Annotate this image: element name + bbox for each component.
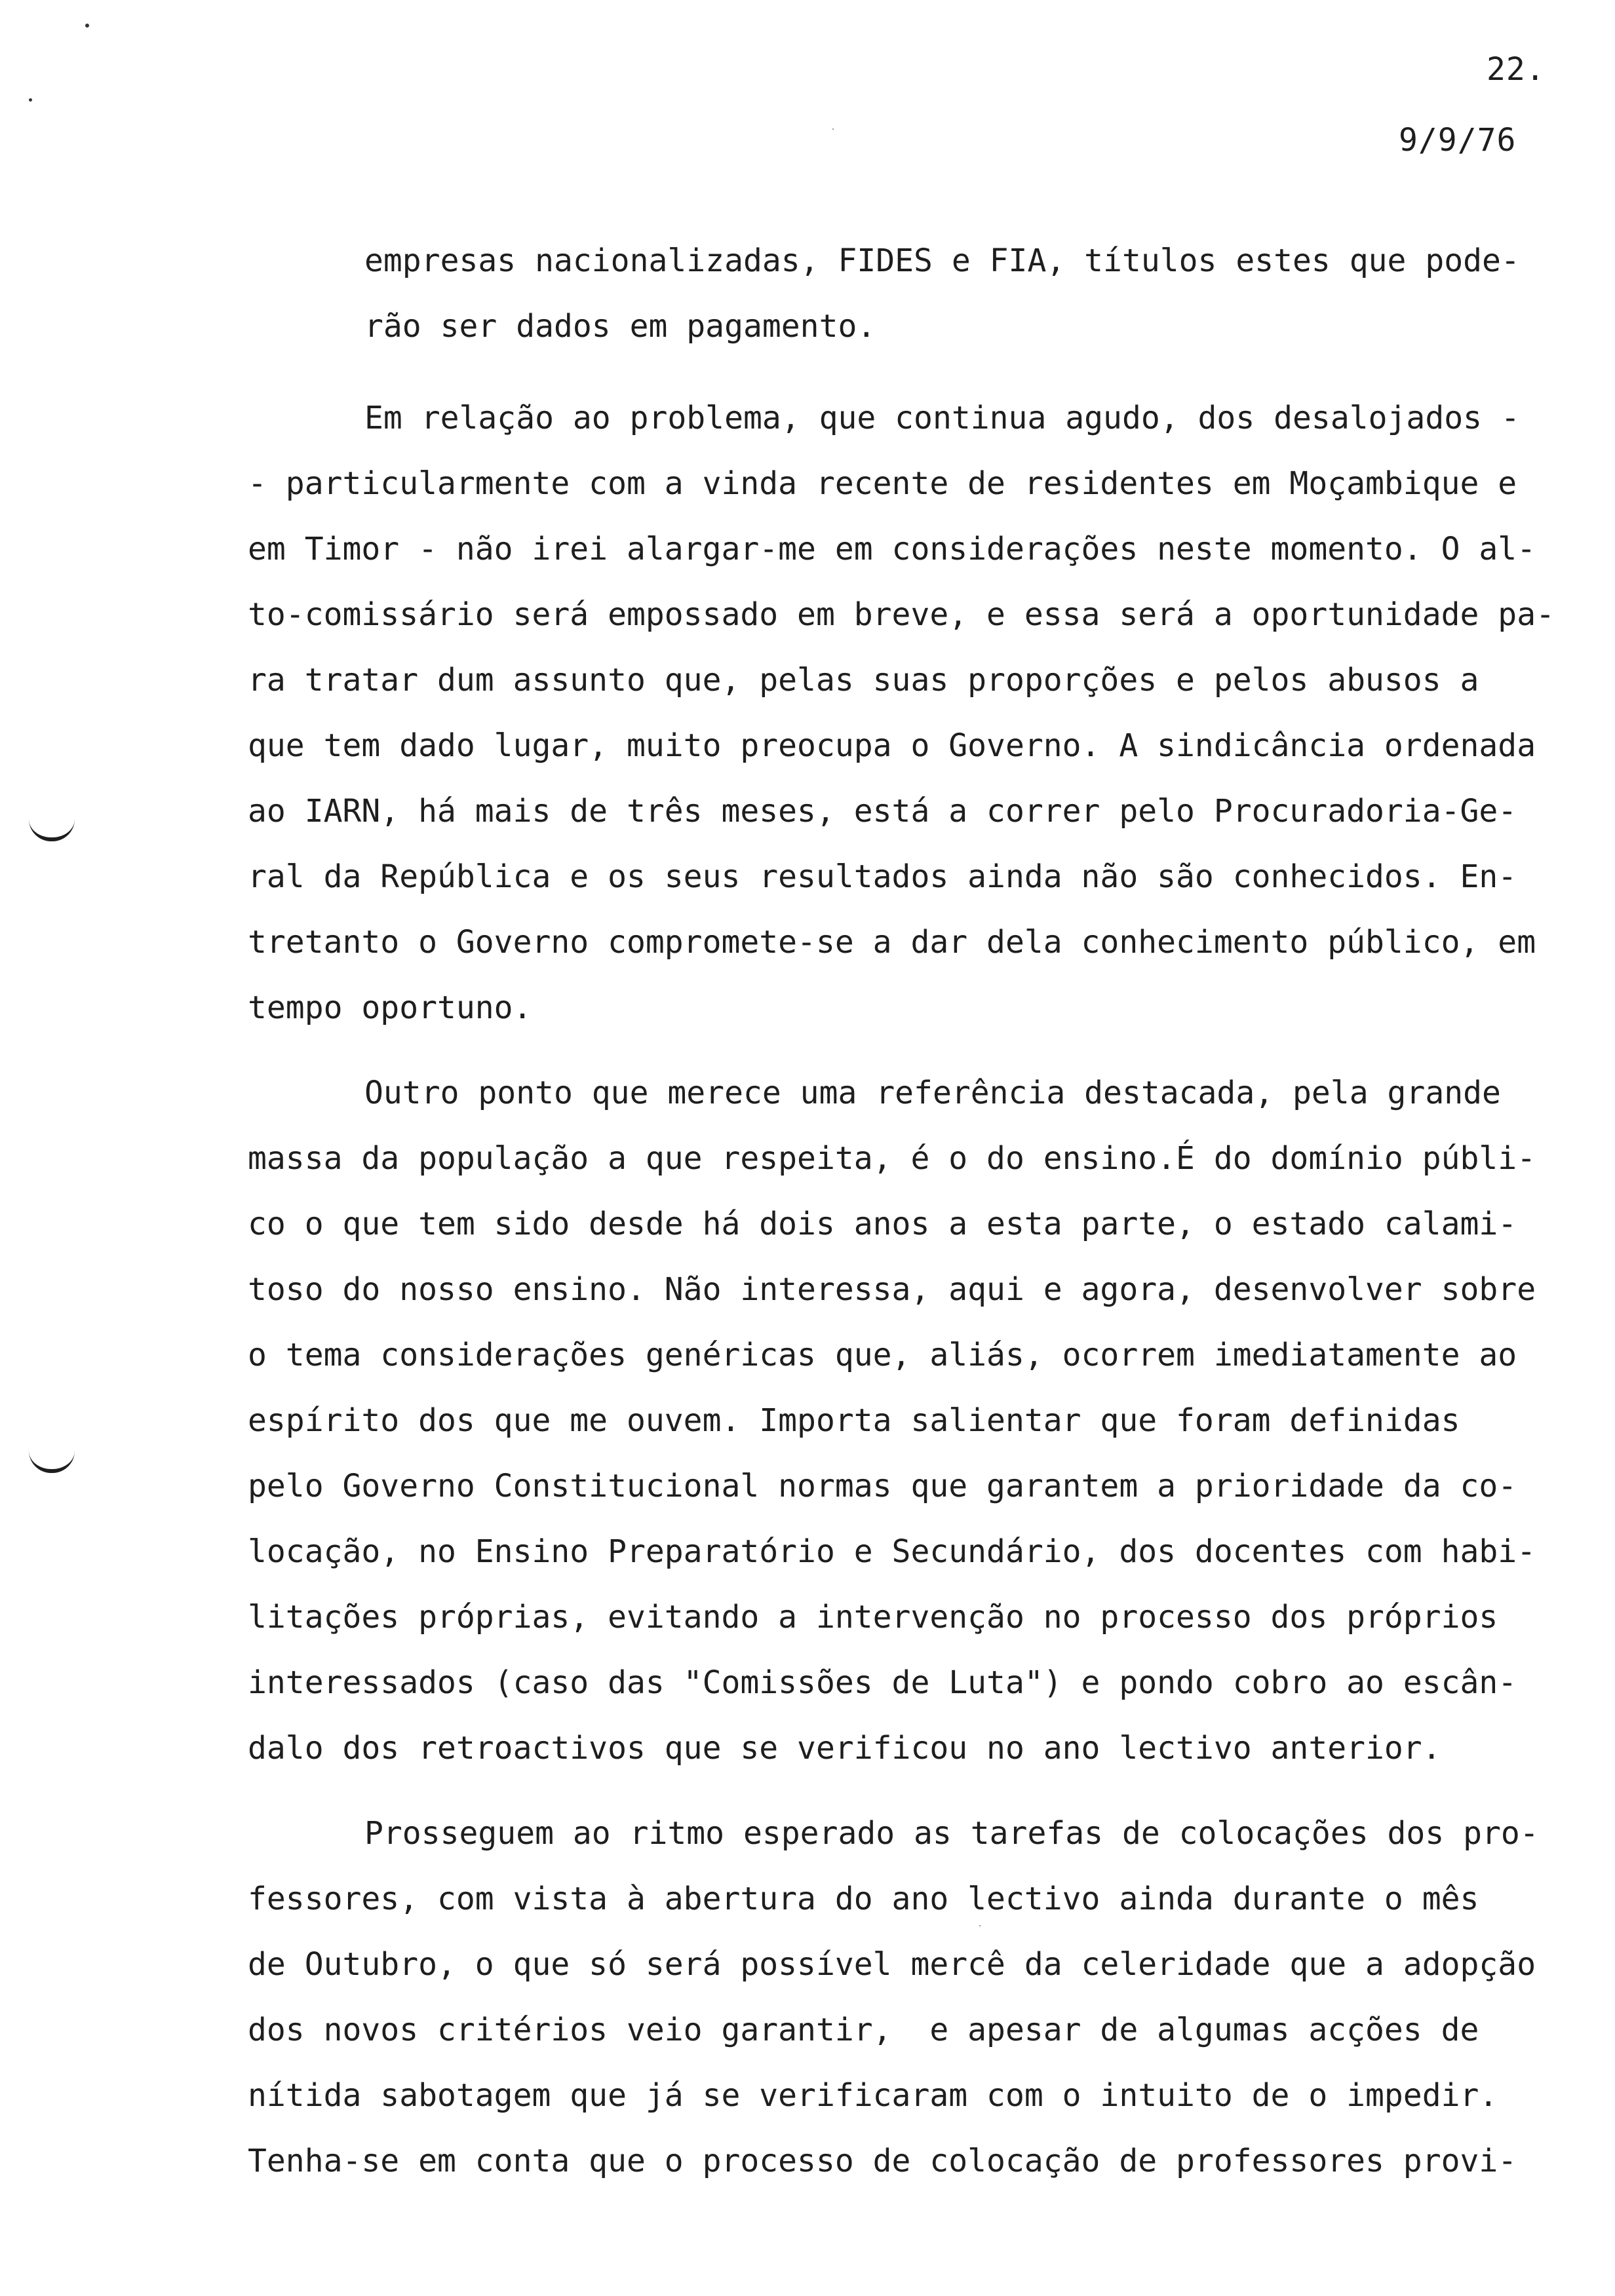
scan-speck-4 <box>979 1925 981 1926</box>
text-line: o tema considerações genéricas que, aliás, ocorrem imediatamente ao <box>248 1337 1517 1373</box>
page-date: 9/9/76 <box>1399 122 1517 159</box>
text-line: Tenha-se em conta que o processo de colocação de professores provi- <box>248 2143 1517 2179</box>
scan-speck-3 <box>832 128 834 130</box>
text-line: Prosseguem ao ritmo esperado as tarefas de colocações dos pro- <box>364 1815 1539 1852</box>
text-line: interessados (caso das "Comissões de Luta") e pondo cobro ao escân- <box>248 1664 1517 1701</box>
text-line: dos novos critérios veio garantir, e apesar de algumas acções de <box>248 2012 1479 2048</box>
text-line: toso do nosso ensino. Não interessa, aqui e agora, desenvolver sobre <box>248 1271 1536 1308</box>
text-line: fessores, com vista à abertura do ano lectivo ainda durante o mês <box>248 1881 1479 1917</box>
text-line: ra tratar dum assunto que, pelas suas proporções e pelos abusos a <box>248 662 1479 698</box>
text-line: ao IARN, há mais de três meses, está a correr pelo Procuradoria-Ge- <box>248 793 1517 830</box>
text-line: ral da República e os seus resultados ainda não são conhecidos. En- <box>248 858 1517 895</box>
text-line: tretanto o Governo compromete-se a dar dela conhecimento público, em <box>248 924 1536 961</box>
text-line: que tem dado lugar, muito preocupa o Governo. A sindicância ordenada <box>248 727 1536 764</box>
text-line: pelo Governo Constitucional normas que garantem a prioridade da co- <box>248 1468 1517 1504</box>
text-line: litações próprias, evitando a intervenção no processo dos próprios <box>248 1599 1498 1636</box>
text-line: Outro ponto que merece uma referência destacada, pela grande <box>364 1075 1501 1111</box>
page-number: 22. <box>1487 51 1546 88</box>
binder-mark-upper <box>29 819 75 841</box>
scan-speck-1 <box>85 24 89 28</box>
text-line: empresas nacionalizadas, FIDES e FIA, títulos estes que pode- <box>364 242 1520 279</box>
text-line: dalo dos retroactivos que se verificou no ano lectivo anterior. <box>248 1730 1441 1767</box>
text-line: espírito dos que me ouvem. Importa salientar que foram definidas <box>248 1402 1460 1439</box>
text-line: - particularmente com a vinda recente de residentes em Moçambique e <box>248 465 1517 502</box>
text-line: to-comissário será empossado em breve, e essa será a oportunidade pa- <box>248 596 1555 633</box>
text-line: de Outubro, o que só será possível mercê da celeridade que a adopção <box>248 1946 1536 1983</box>
text-line: tempo oportuno. <box>248 989 532 1026</box>
text-line: locação, no Ensino Preparatório e Secundário, dos docentes com habi- <box>248 1533 1536 1570</box>
text-line: em Timor - não irei alargar-me em considerações neste momento. O al- <box>248 531 1536 567</box>
binder-mark-lower <box>29 1451 75 1473</box>
text-line: Em relação ao problema, que continua agudo, dos desalojados - <box>364 400 1520 436</box>
text-line: co o que tem sido desde há dois anos a esta parte, o estado calami- <box>248 1206 1517 1242</box>
text-line: nítida sabotagem que já se verificaram com o intuito de o impedir. <box>248 2077 1498 2114</box>
text-line: massa da população a que respeita, é o do ensino.É do domínio públi- <box>248 1140 1536 1177</box>
scan-speck-2 <box>29 98 32 102</box>
text-line: rão ser dados em pagamento. <box>364 308 876 345</box>
